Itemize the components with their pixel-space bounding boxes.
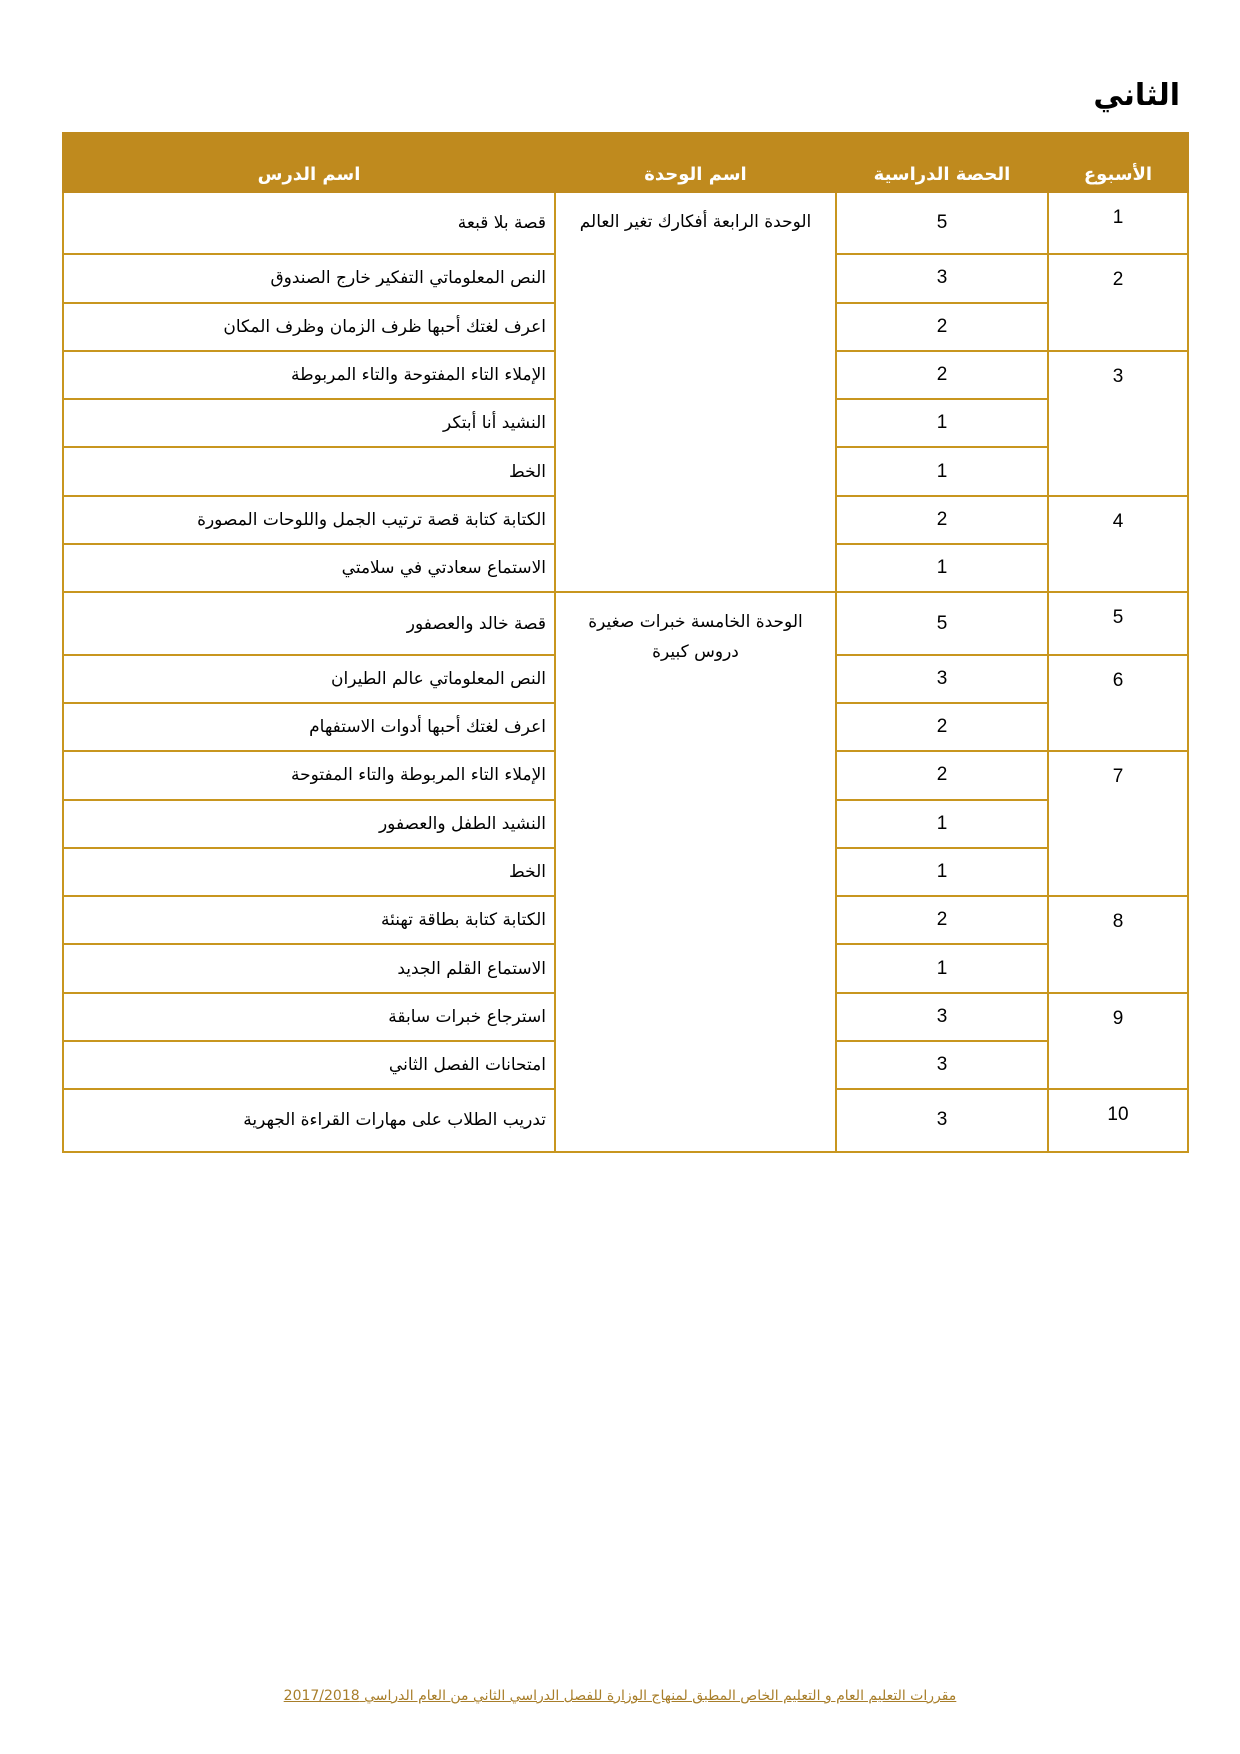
lesson-cell: قصة بلا قبعة (63, 192, 555, 254)
lesson-cell: الكتابة كتابة قصة ترتيب الجمل واللوحات المصورة (63, 496, 555, 544)
week-cell: 3 (1048, 351, 1188, 496)
sessions-cell: 1 (836, 944, 1048, 992)
week-cell: 2 (1048, 254, 1188, 351)
lesson-cell: الإملاء التاء المفتوحة والتاء المربوطة (63, 351, 555, 399)
header-week: الأسبوع (1048, 133, 1188, 192)
header-lesson: اسم الدرس (63, 133, 555, 192)
sessions-cell: 1 (836, 399, 1048, 447)
lesson-cell: اعرف لغتك أحبها ظرف الزمان وظرف المكان (63, 303, 555, 351)
lesson-cell: النص المعلوماتي عالم الطيران (63, 655, 555, 703)
unit-cell: الوحدة الرابعة أفكارك تغير العالم (555, 192, 836, 592)
lesson-cell: اعرف لغتك أحبها أدوات الاستفهام (63, 703, 555, 751)
sessions-cell: 3 (836, 655, 1048, 703)
lesson-cell: الاستماع القلم الجديد (63, 944, 555, 992)
lesson-cell: الإملاء التاء المربوطة والتاء المفتوحة (63, 751, 555, 799)
sessions-cell: 2 (836, 303, 1048, 351)
sessions-cell: 2 (836, 496, 1048, 544)
lesson-cell: النشيد أنا أبتكر (63, 399, 555, 447)
page-title: الثاني (1093, 78, 1180, 113)
schedule-table (62, 132, 1189, 1153)
week-cell: 6 (1048, 655, 1188, 752)
sessions-cell: 1 (836, 848, 1048, 896)
sessions-cell: 3 (836, 254, 1048, 302)
sessions-cell: 2 (836, 896, 1048, 944)
unit-cell: الوحدة الخامسة خبرات صغيرة دروس كبيرة (555, 592, 836, 1151)
sessions-cell: 3 (836, 993, 1048, 1041)
lesson-cell: الخط (63, 848, 555, 896)
sessions-cell: 2 (836, 351, 1048, 399)
lesson-cell: استرجاع خبرات سابقة (63, 993, 555, 1041)
lesson-cell: الكتابة كتابة بطاقة تهنئة (63, 896, 555, 944)
week-cell: 5 (1048, 592, 1188, 654)
table-row (63, 592, 1188, 654)
week-cell: 8 (1048, 896, 1188, 993)
sessions-cell: 2 (836, 703, 1048, 751)
lesson-cell: النص المعلوماتي التفكير خارج الصندوق (63, 254, 555, 302)
header-sessions: الحصة الدراسية (836, 133, 1048, 192)
week-cell: 4 (1048, 496, 1188, 593)
lesson-cell: قصة خالد والعصفور (63, 592, 555, 654)
sessions-cell: 2 (836, 751, 1048, 799)
sessions-cell: 3 (836, 1041, 1048, 1089)
sessions-cell: 3 (836, 1089, 1048, 1151)
week-cell: 10 (1048, 1089, 1188, 1151)
lesson-cell: تدريب الطلاب على مهارات القراءة الجهرية (63, 1089, 555, 1151)
lesson-cell: النشيد الطفل والعصفور (63, 800, 555, 848)
lesson-cell: الاستماع سعادتي في سلامتي (63, 544, 555, 592)
week-cell: 7 (1048, 751, 1188, 896)
week-cell: 9 (1048, 993, 1188, 1090)
sessions-cell: 1 (836, 447, 1048, 495)
footer-text: مقررات التعليم العام و التعليم الخاص المطبق لمنهاج الوزارة للفصل الدراسي الثاني من العام الدراسي 2017/2018 (283, 1688, 957, 1704)
sessions-cell: 5 (836, 592, 1048, 654)
lesson-cell: الخط (63, 447, 555, 495)
table-row (63, 192, 1188, 254)
sessions-cell: 1 (836, 544, 1048, 592)
lesson-cell: امتحانات الفصل الثاني (63, 1041, 555, 1089)
table-header-row (63, 133, 1188, 192)
header-unit: اسم الوحدة (555, 133, 836, 192)
sessions-cell: 5 (836, 192, 1048, 254)
sessions-cell: 1 (836, 800, 1048, 848)
week-cell: 1 (1048, 192, 1188, 254)
